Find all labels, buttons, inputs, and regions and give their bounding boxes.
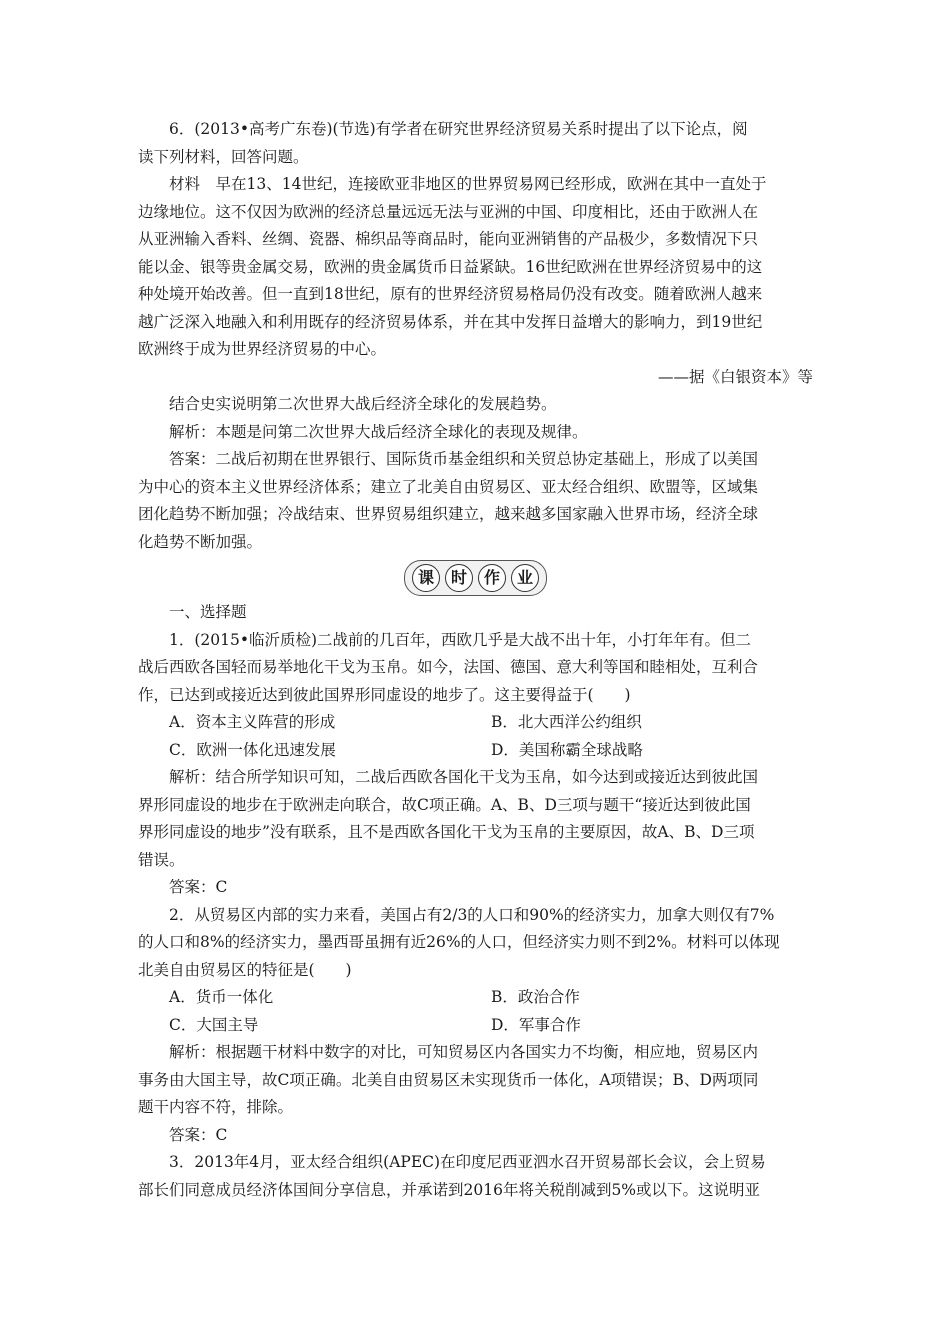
- options-row: [138, 737, 813, 765]
- question-3: [138, 1149, 813, 1204]
- question-task: 结合史实说明第二次世界大战后经济全球化的发展趋势。: [169, 395, 557, 413]
- options-row: [138, 984, 813, 1012]
- options-row: [138, 709, 813, 737]
- option-b: B．政治合作: [491, 988, 580, 1006]
- answer-text: 答案：C: [169, 1125, 228, 1144]
- question-stem: 2．从贸易区内部的实力来看，美国占有2/3的人口和90%的经济实力，加拿大则仅有7%: [169, 905, 775, 924]
- material-text: 材料 早在13、14世纪，连接欧亚非地区的世界贸易网已经形成，欧洲在其中一直处于: [169, 175, 767, 193]
- section-title: 一、选择题: [169, 603, 247, 621]
- option-a: A．资本主义阵营的形成: [169, 713, 336, 731]
- question-stem: 6．(2013•高考广东卷)(节选)有学者在研究世界经济贸易关系时提出了以下论点，阅: [169, 120, 748, 138]
- banner-char: 业: [511, 564, 539, 592]
- question-stem: 读下列材料，回答问题。: [138, 147, 309, 166]
- question-stem: 的人口和8%的经济实力，墨西哥虽拥有近26%的人口，但经济实力则不到2%。材料可以体现: [138, 933, 780, 951]
- material-text: 欧洲终于成为世界经济贸易的中心。: [138, 340, 387, 358]
- homework-banner: [138, 561, 813, 595]
- analysis-text: 界形同虚设的地步在于欧洲走向联合，故C项正确。A、B、D三项与题干“接近达到彼此国: [138, 795, 751, 814]
- option-b: B．北大西洋公约组织: [491, 713, 642, 731]
- banner-frame: [404, 560, 547, 596]
- banner-char: 时: [445, 564, 473, 592]
- material-source: ——据《白银资本》等: [657, 367, 813, 386]
- answer-text: 答案：C: [169, 878, 228, 896]
- banner-char: 作: [478, 564, 506, 592]
- question-stem: 1．(2015•临沂质检)二战前的几百年，西欧几乎是大战不出十年，小打年年有。但二: [169, 630, 752, 649]
- analysis-text: 解析：本题是问第二次世界大战后经济全球化的表现及规律。: [169, 422, 588, 441]
- analysis-text: 界形同虚设的地步”没有联系，且不是西欧各国化干戈为玉帛的主要原因，故A、B、D三项: [138, 823, 755, 841]
- answer-text: 团化趋势不断加强；冷战结束、世界贸易组织建立，越来越多国家融入世界市场，经济全球: [138, 505, 759, 523]
- analysis-text: 解析：根据题干材料中数字的对比，可知贸易区内各国实力不均衡，相应地，贸易区内: [169, 1043, 759, 1061]
- material-text: 从亚洲输入香料、丝绸、瓷器、棉织品等商品时，能向亚洲销售的产品极少，多数情况下只: [138, 230, 759, 248]
- question-2: [138, 902, 813, 1150]
- options-row: [138, 1012, 813, 1040]
- material-text: 边缘地位。这不仅因为欧洲的经济总量远远无法与亚洲的中国、印度相比，还由于欧洲人在: [138, 202, 759, 221]
- document-body: [138, 116, 813, 1204]
- option-c: C．大国主导: [169, 1015, 259, 1034]
- question-6: [138, 116, 813, 556]
- analysis-text: 事务由大国主导，故C项正确。北美自由贸易区未实现货币一体化，A项错误；B、D两项同: [138, 1070, 759, 1089]
- question-stem: 北美自由贸易区的特征是( ): [138, 960, 352, 979]
- option-d: D．美国称霸全球战略: [491, 740, 643, 759]
- answer-text: 为中心的资本主义世界经济体系；建立了北美自由贸易区、亚太经合组织、欧盟等，区域集: [138, 477, 759, 496]
- answer-text: 答案：二战后初期在世界银行、国际货币基金组织和关贸总协定基础上，形成了以美国: [169, 450, 759, 468]
- question-stem: 作，已达到或接近达到彼此国界形同虚设的地步了。这主要得益于( ): [138, 685, 631, 704]
- question-1: [138, 627, 813, 902]
- analysis-text: 错误。: [138, 850, 185, 869]
- question-stem: 战后西欧各国轻而易举地化干戈为玉帛。如今，法国、德国、意大利等国和睦相处，互利合: [138, 658, 759, 676]
- banner-char: 课: [412, 564, 440, 592]
- option-c: C．欧洲一体化迅速发展: [169, 740, 336, 759]
- question-stem: 部长们同意成员经济体国间分享信息，并承诺到2016年将关税削减到5%或以下。这说明亚: [138, 1180, 761, 1199]
- answer-text: 化趋势不断加强。: [138, 532, 263, 551]
- option-d: D．军事合作: [491, 1015, 581, 1034]
- material-text: 能以金、银等贵金属交易，欧洲的贵金属货币日益紧缺。16世纪欧洲在世界经济贸易中的这: [138, 257, 763, 276]
- option-a: A．货币一体化: [169, 988, 274, 1006]
- analysis-text: 解析：结合所学知识可知，二战后西欧各国化干戈为玉帛，如今达到或接近达到彼此国: [169, 768, 759, 786]
- material-text: 种处境开始改善。但一直到18世纪，原有的世界经济贸易格局仍没有改变。随着欧洲人越来: [138, 285, 763, 303]
- question-stem: 3．2013年4月，亚太经合组织(APEC)在印度尼西亚泗水召开贸易部长会议，会上贸易: [169, 1153, 766, 1171]
- material-text: 越广泛深入地融入和利用既存的经济贸易体系，并在其中发挥日益增大的影响力，到19世纪: [138, 312, 763, 331]
- analysis-text: 题干内容不符，排除。: [138, 1098, 294, 1116]
